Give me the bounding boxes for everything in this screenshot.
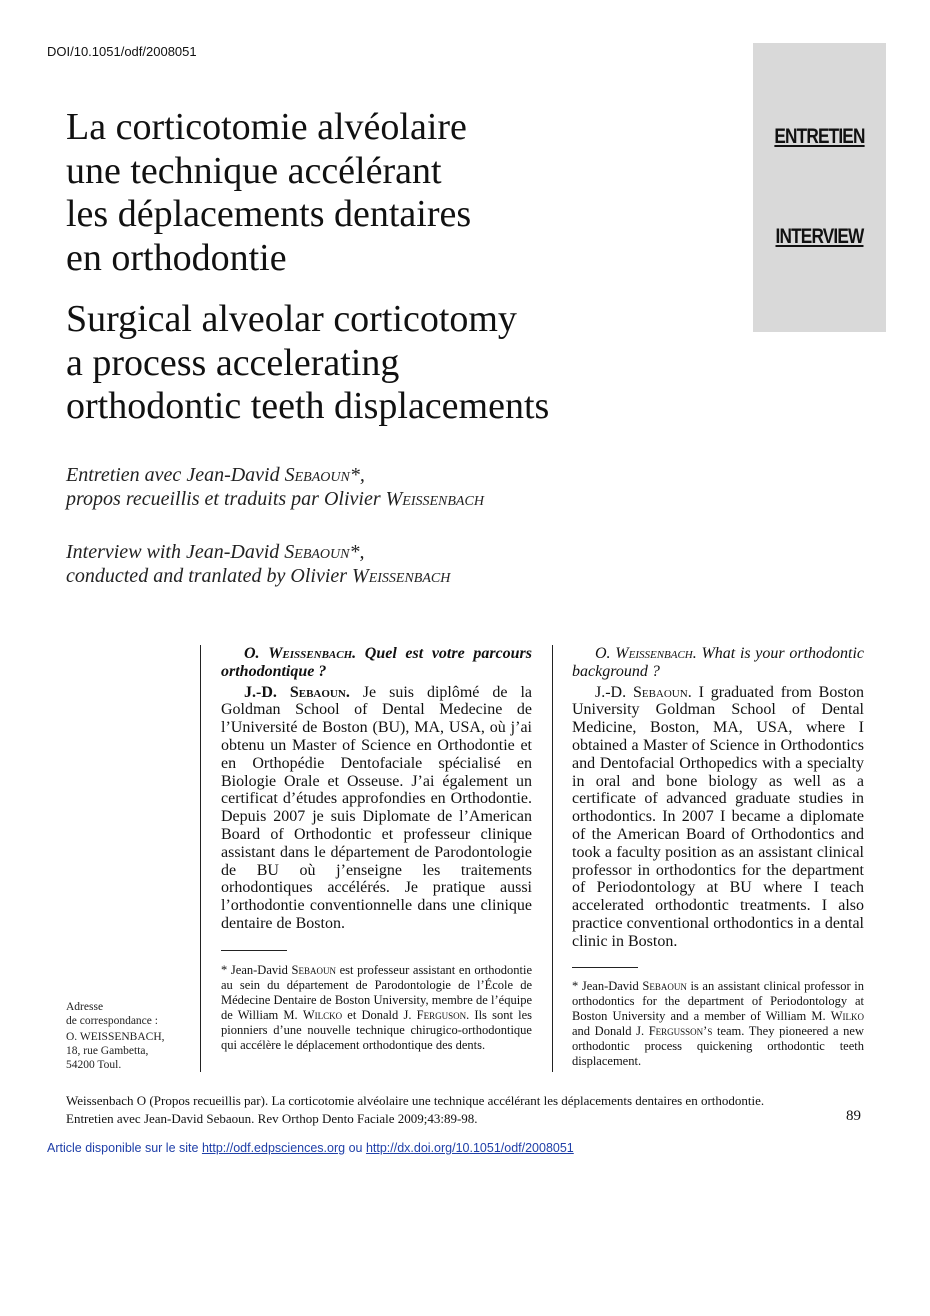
column-divider: [552, 645, 553, 1072]
footnote-text: * Jean-David: [572, 979, 643, 993]
speaker-name: Weissenbach: [268, 645, 353, 662]
correspondence-address: [66, 1000, 186, 1072]
footnote-text: team. They pioneered a new orthodontic process quickening orthodontic teeth displacement.: [572, 1024, 865, 1068]
answer-text: Je suis diplômé de la Goldman School of Dental Medecine de l’Université de Boston (BU), MA, USA, où j’ai obtenu un Master of Science en Orthodontie et en Orthopédie Dentofaciale spécialisé en Biologie Orale et Osseuse. J’ai également un certificat d’études approfondies en Orthodontie. Depuis 2007 je suis Diplomate de l’American Board of Orthodontic et professeur clinique assistant dans le département de Parodontologie de BU où j’enseigne les traitements orhodontiques accélérés. Je pratique aussi l’orthodontie conventionnelle dans une clinique dentaire de Boston.: [221, 683, 533, 932]
footnote-text: et Donald J.: [342, 1008, 417, 1022]
title-fr-line: en orthodontie: [66, 236, 287, 279]
answer-speaker: J.-D. Sebaoun.: [595, 683, 692, 701]
address-label-line: de correspondance :: [66, 1015, 158, 1027]
footnote-rule: [221, 950, 287, 951]
journal-site-link[interactable]: http://odf.edpsciences.org: [201, 1141, 346, 1155]
interview-column-english: [572, 645, 864, 951]
section-sidebar: [753, 43, 886, 332]
byline-en-line2: [66, 564, 450, 588]
speaker-initial: O.: [595, 645, 616, 662]
translator-name: Weissenbach: [385, 488, 484, 510]
footnote-name: Sebaoun: [642, 979, 687, 993]
byline-text: *,: [349, 541, 365, 563]
speaker-name: Weissenbach: [615, 645, 693, 662]
byline-text: Interview with Jean-David: [66, 541, 285, 563]
byline-text: conducted and tranlated by Olivier: [66, 565, 353, 587]
section-label-en: INTERVIEW: [775, 225, 864, 248]
byline-text: *,: [349, 464, 365, 486]
byline-en-line1: [66, 540, 450, 564]
title-fr-line: une technique accélérant: [66, 149, 442, 192]
answer-fr: [221, 684, 532, 933]
answer-speaker: J.-D. Sebaoun.: [244, 683, 350, 701]
answer-text: I graduated from Boston University Goldman School of Dental Medicine, Boston, MA, USA, where I obtained a Master of Science in Orthodontics and Dentofacial Orthopedics with a specialty in oral and bone biology as well as a certificate of advanced graduate studies in orthodontics. In 2007 I became a diplomate of the American Board of Orthodontics and took a faculty position as an assistant clinical professor in orthodontics for the department of Periodontology at BU where I teach accelerated orthodontic treatments. I also practice conventional orthodontics in a dental clinic in Boston.: [572, 683, 864, 950]
footnote-name: Sebaoun: [291, 963, 336, 977]
footnote-name: Wilcko: [302, 1008, 343, 1022]
footnote-name: Wilko: [830, 1009, 864, 1023]
title-en-line: orthodontic teeth displacements: [66, 385, 550, 427]
title-english: [66, 298, 549, 429]
footnote-name: Fergusson’s: [648, 1024, 713, 1038]
footnote-rule: [572, 967, 638, 968]
page-number: 89: [846, 1108, 861, 1124]
byline-fr-line1: [66, 463, 484, 487]
address-label: [66, 1000, 186, 1028]
availability-separator: ou: [345, 1141, 366, 1155]
doi-header: DOI/10.1051/odf/2008051: [47, 44, 197, 59]
author-name: Sebaoun: [284, 541, 350, 563]
title-en-line: a process accelerating: [66, 341, 400, 384]
citation-line: Entretien avec Jean-David Sebaoun. Rev Orthop Dento Faciale 2009;43:89-98.: [66, 1111, 478, 1126]
byline-french: [66, 463, 484, 511]
byline-fr-line2: [66, 487, 484, 511]
speaker-initial: O.: [244, 645, 269, 662]
footnote-french: [221, 963, 532, 1053]
doi-link[interactable]: http://dx.doi.org/10.1051/odf/2008051: [365, 1141, 574, 1155]
translator-name: Weissenbach: [352, 565, 451, 587]
citation: [66, 1092, 764, 1128]
answer-en: [572, 684, 864, 951]
availability-note: [47, 1141, 574, 1155]
footnote-text: and Donald J.: [572, 1024, 649, 1038]
title-fr-line: La corticotomie alvéolaire: [66, 106, 467, 148]
address-street: 18, rue Gambetta,: [66, 1045, 149, 1057]
question-fr: [221, 645, 532, 681]
byline-text: Entretien avec Jean-David: [66, 464, 285, 486]
question-text: . What is your orthodontic background ?: [572, 645, 865, 680]
byline-text: propos recueillis et traduits par Olivier: [66, 488, 386, 510]
footnote-english: [572, 979, 864, 1069]
footnote-name: Ferguson: [416, 1008, 467, 1022]
author-name: Sebaoun: [284, 464, 350, 486]
question-text: . Quel est votre parcours orthodontique ?: [221, 645, 533, 680]
interview-column-french: [221, 645, 532, 933]
address-name: O. WEISSENBACH,: [66, 1031, 165, 1043]
footnote-text: . Ils sont les pionniers d’une nouvelle technique chirugico-orthodontique qui accélère le déplacement orthodontique des dents.: [221, 1008, 532, 1052]
footnote-text: est professeur assistant en orthodontie au sein du département de Parodontologie de l’École de Médecine Dentaire de Boston University, membre de l’équipe de William M.: [221, 963, 533, 1022]
availability-prefix: Article disponible sur le site: [47, 1141, 202, 1155]
citation-line: Weissenbach O (Propos recueillis par). La corticotomie alvéolaire une technique accélérant les déplacements dentaires en orthodontie.: [66, 1093, 765, 1108]
title-french: [66, 106, 471, 280]
address-city: 54200 Toul.: [66, 1059, 122, 1071]
section-label-fr: ENTRETIEN: [774, 125, 865, 148]
byline-english: [66, 540, 450, 588]
address-label-line: Adresse: [66, 1001, 104, 1013]
question-en: [572, 645, 864, 681]
footnote-text: * Jean-David: [221, 963, 292, 977]
column-divider: [200, 645, 201, 1072]
footnote-text: is an assistant clinical professor in orthodontics for the department of Periodontology at Boston University and a member of William M.: [572, 979, 864, 1023]
title-en-line: Surgical alveolar corticotomy: [66, 298, 517, 340]
title-fr-line: les déplacements dentaires: [66, 193, 472, 235]
